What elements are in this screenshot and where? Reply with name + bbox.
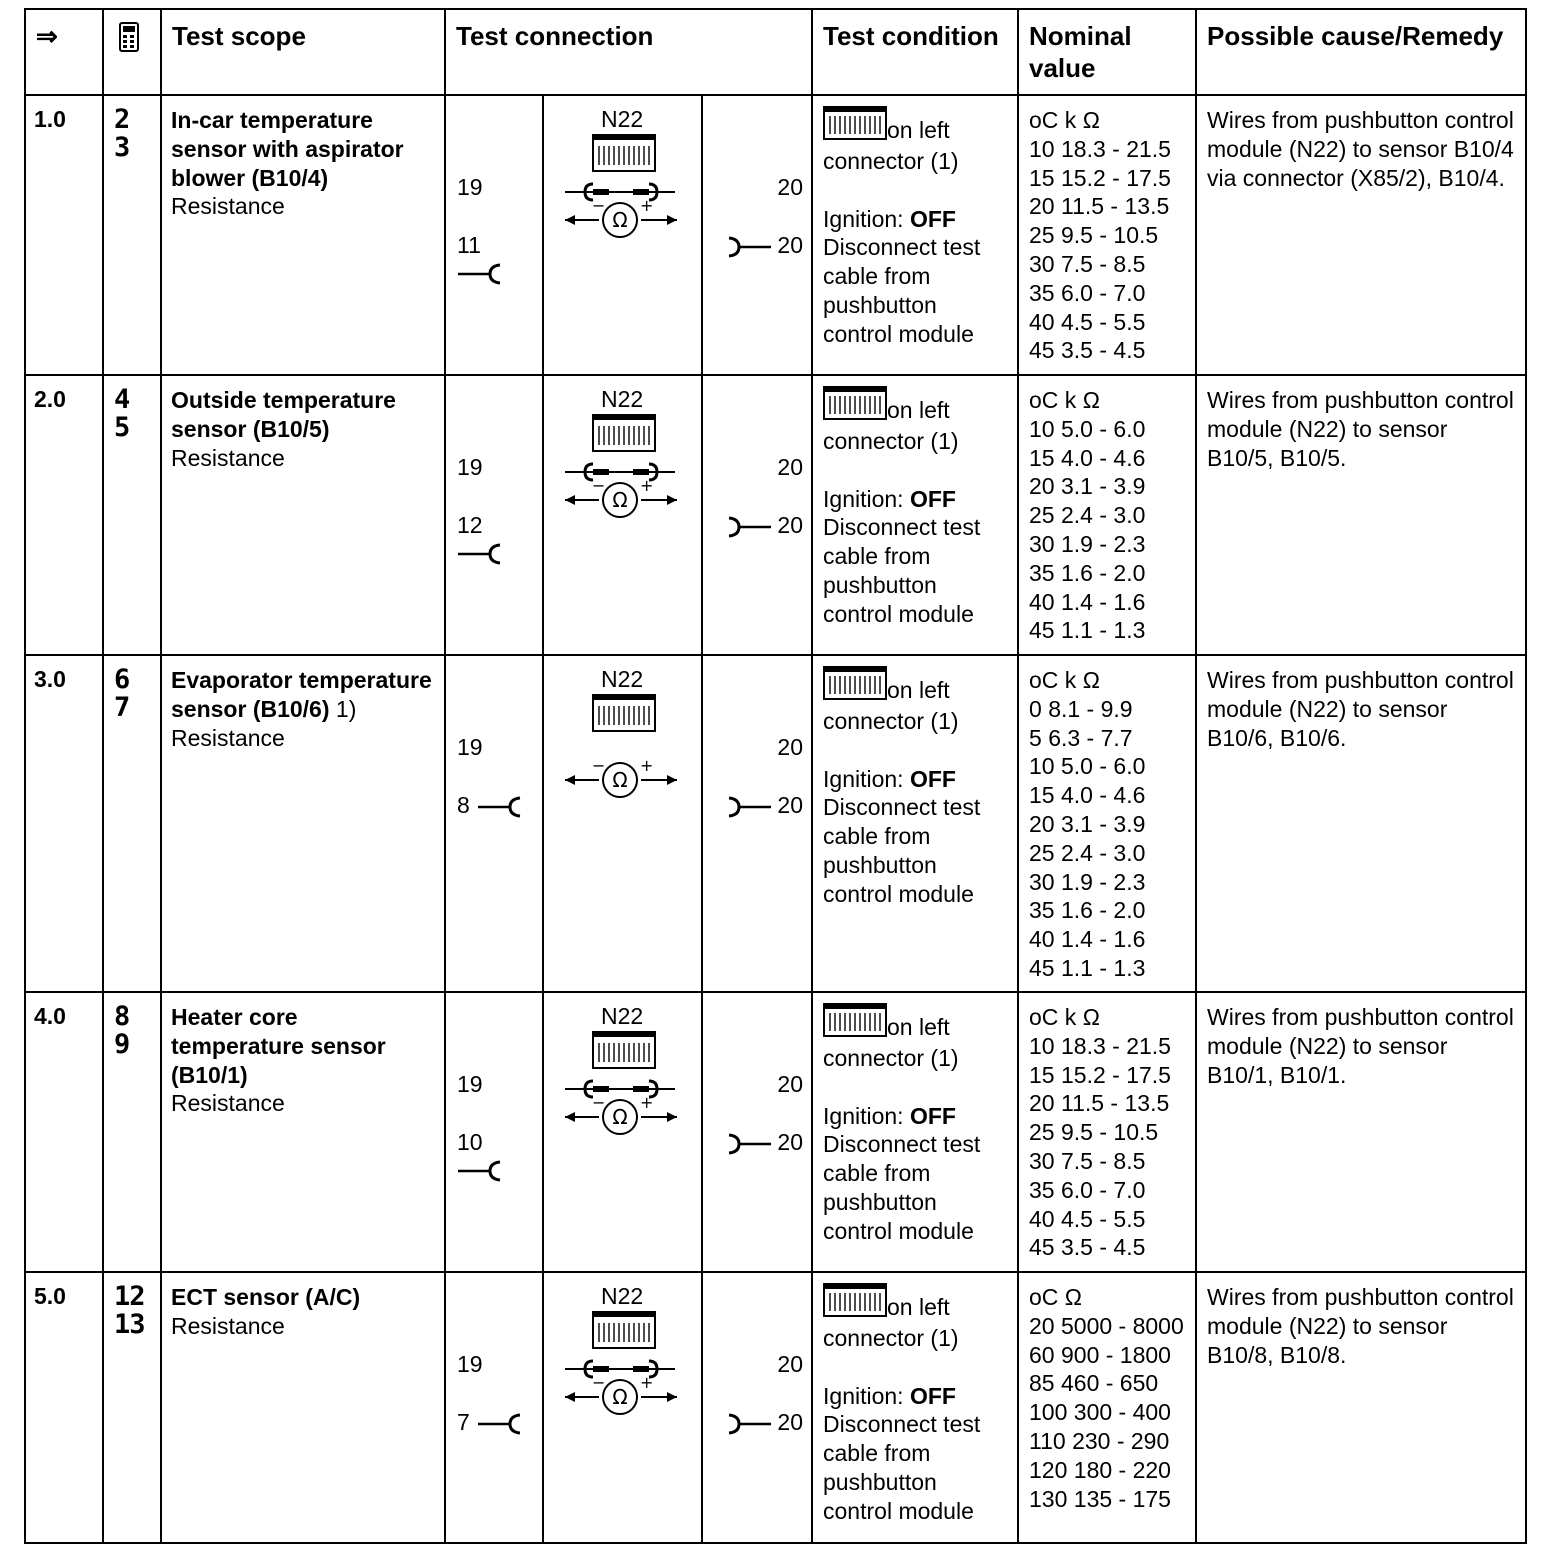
nominal-value: 10 5.0 - 6.0 (1029, 753, 1146, 780)
display-code-bottom: 13 (114, 1309, 145, 1340)
nominal-units: oC k Ω (1029, 107, 1100, 133)
test-scope (162, 376, 444, 472)
svg-text:−: − (592, 1093, 606, 1112)
svg-text:+: + (640, 476, 654, 495)
socket-icon (476, 1412, 526, 1436)
socket-icon (476, 795, 526, 819)
nominal-value: 30 7.5 - 8.5 (1029, 250, 1146, 277)
condition-instruction: Disconnect test cable from pushbutton control module (823, 1411, 981, 1524)
ignition-label: Ignition: (823, 205, 904, 232)
nominal-value: 35 1.6 - 2.0 (1029, 897, 1146, 924)
display-code-top: 4 (114, 384, 130, 415)
condition-instruction: Disconnect test cable from pushbutton control module (823, 514, 981, 627)
nominal-values (1019, 993, 1195, 1262)
ignition-value: OFF (909, 485, 956, 512)
svg-text:+: + (640, 1093, 654, 1112)
nominal-value: 15 15.2 - 17.5 (1029, 1061, 1171, 1088)
condition-instruction: Disconnect test cable from pushbutton control module (823, 794, 981, 907)
nominal-value: 110 230 - 290 (1029, 1427, 1170, 1454)
scope-title: In-car temperature sensor with aspirator blower (B10/4) (171, 107, 404, 191)
nominal-value: 35 1.6 - 2.0 (1029, 559, 1146, 586)
nominal-value: 45 3.5 - 4.5 (1029, 1234, 1146, 1261)
display-code-bottom: 9 (114, 1029, 130, 1060)
pin-label: 20 (777, 1071, 804, 1097)
plug-icon (725, 235, 773, 259)
ohmmeter-icon (565, 756, 677, 797)
ignition-value: OFF (909, 765, 956, 792)
scope-footnote: 1) (329, 695, 357, 722)
pin-label: 19 (457, 734, 483, 760)
nominal-value: 25 9.5 - 10.5 (1029, 1119, 1159, 1146)
scope-title: Outside temperature sensor (B10/5) (171, 387, 396, 442)
connection-right (703, 993, 811, 1271)
condition-instruction: Disconnect test cable from pushbutton control module (823, 234, 981, 347)
connector-icon (823, 386, 887, 427)
nominal-value: 20 3.1 - 3.9 (1029, 473, 1146, 500)
nominal-value: 40 1.4 - 1.6 (1029, 926, 1146, 953)
ignition-label: Ignition: (823, 765, 904, 792)
nominal-value: 20 11.5 - 13.5 (1029, 1090, 1170, 1117)
step-number: 2.0 (34, 386, 66, 412)
nominal-value: 0 8.1 - 9.9 (1029, 695, 1133, 722)
svg-text:Ω: Ω (612, 1385, 628, 1409)
connection-diagram (544, 656, 701, 991)
arrow-header: ⇒ (36, 21, 58, 51)
display-code-top: 6 (114, 664, 130, 695)
scope-measurement: Resistance (171, 1090, 285, 1117)
pin-label: 19 (457, 1071, 483, 1097)
svg-text:Ω: Ω (612, 768, 628, 792)
test-connection-header: Test connection (456, 21, 654, 51)
nominal-value: 20 5000 - 8000 (1029, 1312, 1184, 1339)
nominal-units: oC k Ω (1029, 1004, 1100, 1030)
nominal-value: 130 135 - 175 (1029, 1485, 1171, 1512)
connection-left (446, 376, 542, 654)
plug-icon (725, 1412, 773, 1436)
nominal-value: 10 18.3 - 21.5 (1029, 1032, 1171, 1059)
display-code-top: 8 (114, 1001, 130, 1032)
nominal-value: 20 3.1 - 3.9 (1029, 810, 1146, 837)
test-cable-bridge (565, 1361, 675, 1377)
test-cable-bridge (565, 184, 675, 200)
nominal-list (1029, 1312, 1185, 1514)
cause-remedy: Wires from pushbutton control module (N22) to sensor B10/6, B10/6. (1207, 667, 1514, 751)
socket-icon (456, 262, 506, 286)
pin-label: 20 (777, 454, 804, 480)
display-code (104, 1273, 160, 1339)
ohmmeter-diagram (559, 694, 689, 844)
nominal-value: 10 5.0 - 6.0 (1029, 415, 1146, 442)
scope-measurement: Resistance (171, 193, 285, 220)
cause-remedy: Wires from pushbutton control module (N22) to sensor B10/4 via connector (X85/2), B10/4. (1207, 107, 1514, 191)
connection-left (446, 96, 542, 374)
nominal-value: 120 180 - 220 (1029, 1456, 1171, 1483)
connection-diagram (544, 1273, 701, 1542)
svg-text:+: + (640, 196, 654, 215)
display-code-top: 2 (114, 104, 130, 135)
ohmmeter-diagram (559, 134, 689, 284)
display-code (104, 96, 160, 162)
ignition-label: Ignition: (823, 1102, 904, 1129)
pin-label: 7 (457, 1409, 470, 1435)
nominal-value: 30 1.9 - 2.3 (1029, 530, 1146, 557)
scope-measurement: Resistance (171, 444, 285, 471)
nominal-list (1029, 135, 1185, 365)
test-cable-bridge (565, 464, 675, 480)
pin-label: 20 (777, 232, 804, 258)
pin-label: 8 (457, 792, 470, 818)
scope-title: Heater core temperature sensor (B10/1) (171, 1004, 386, 1088)
pin-label: 19 (457, 174, 483, 200)
connection-right (703, 96, 811, 374)
pin-label: 20 (777, 1129, 804, 1155)
connector-location: on left connector (1) (823, 117, 959, 174)
test-cable-bridge (565, 1081, 675, 1097)
step-number: 3.0 (34, 666, 66, 692)
nominal-value: 40 1.4 - 1.6 (1029, 588, 1146, 615)
pin-label: 20 (777, 512, 804, 538)
display-code-bottom: 5 (114, 412, 130, 443)
nominal-value: 20 11.5 - 13.5 (1029, 193, 1170, 220)
nominal-value-header: Nominal value (1029, 21, 1132, 83)
pin-label: 20 (777, 174, 804, 200)
nominal-list (1029, 415, 1185, 645)
nominal-value: 40 4.5 - 5.5 (1029, 1205, 1146, 1232)
nominal-value: 45 1.1 - 1.3 (1029, 617, 1146, 644)
nominal-value: 15 4.0 - 4.6 (1029, 444, 1146, 471)
connector-location: on left connector (1) (823, 677, 959, 734)
possible-cause-header: Possible cause/Remedy (1207, 21, 1504, 51)
test-condition (813, 993, 1017, 1246)
table-row (25, 95, 1526, 375)
nominal-values (1019, 656, 1195, 983)
pin-label: 12 (457, 512, 483, 538)
ohmmeter-icon (565, 476, 677, 517)
nominal-value: 35 6.0 - 7.0 (1029, 1176, 1146, 1203)
test-scope (162, 1273, 444, 1341)
nominal-value: 25 2.4 - 3.0 (1029, 839, 1146, 866)
tester-icon (118, 22, 140, 52)
connector-icon (823, 666, 887, 707)
test-scope (162, 656, 444, 752)
nominal-units: oC k Ω (1029, 387, 1100, 413)
cause-remedy: Wires from pushbutton control module (N22) to sensor B10/8, B10/8. (1207, 1284, 1514, 1368)
connection-right (703, 656, 811, 991)
svg-text:−: − (592, 1373, 606, 1392)
ignition-value: OFF (909, 1382, 956, 1409)
nominal-value: 25 2.4 - 3.0 (1029, 502, 1146, 529)
nominal-value: 10 18.3 - 21.5 (1029, 135, 1171, 162)
connection-diagram (544, 96, 701, 374)
test-scope-header: Test scope (172, 21, 306, 51)
svg-text:−: − (592, 476, 606, 495)
module-label: N22 (601, 386, 644, 412)
connection-diagram (544, 376, 701, 654)
table-row (25, 655, 1526, 992)
svg-text:−: − (592, 756, 606, 775)
module-label: N22 (601, 106, 644, 132)
connection-diagram (544, 993, 701, 1271)
pin-label: 20 (777, 1351, 804, 1377)
ohmmeter-icon (565, 1093, 677, 1134)
connection-right (703, 376, 811, 654)
connection-left (446, 993, 542, 1271)
nominal-value: 45 1.1 - 1.3 (1029, 954, 1146, 981)
nominal-values (1019, 376, 1195, 645)
svg-text:Ω: Ω (612, 488, 628, 512)
pin-label: 19 (457, 454, 483, 480)
connector-icon (823, 1003, 887, 1044)
pin-label: 11 (457, 232, 481, 258)
test-condition (813, 1273, 1017, 1526)
step-number: 5.0 (34, 1283, 66, 1309)
scope-measurement: Resistance (171, 724, 285, 751)
socket-icon (456, 1159, 506, 1183)
svg-text:+: + (640, 756, 654, 775)
socket-icon (456, 542, 506, 566)
test-condition (813, 376, 1017, 629)
nominal-value: 15 15.2 - 17.5 (1029, 164, 1171, 191)
test-table (24, 8, 1527, 1544)
display-code (104, 993, 160, 1059)
table-row (25, 1272, 1526, 1543)
nominal-value: 45 3.5 - 4.5 (1029, 337, 1146, 364)
step-number: 4.0 (34, 1003, 66, 1029)
nominal-value: 35 6.0 - 7.0 (1029, 279, 1146, 306)
ignition-value: OFF (909, 1102, 956, 1129)
condition-instruction: Disconnect test cable from pushbutton control module (823, 1131, 981, 1244)
nominal-value: 5 6.3 - 7.7 (1029, 724, 1133, 751)
nominal-value: 25 9.5 - 10.5 (1029, 222, 1159, 249)
test-scope (162, 96, 444, 221)
step-number: 1.0 (34, 106, 66, 132)
connection-right (703, 1273, 811, 1542)
table-row (25, 992, 1526, 1272)
plug-icon (725, 795, 773, 819)
nominal-value: 100 300 - 400 (1029, 1399, 1171, 1426)
ignition-label: Ignition: (823, 1382, 904, 1409)
ohmmeter-diagram (559, 1031, 689, 1181)
test-condition-header: Test condition (823, 21, 999, 51)
cause-remedy: Wires from pushbutton control module (N22) to sensor B10/1, B10/1. (1207, 1004, 1514, 1088)
display-code-top: 12 (114, 1281, 145, 1312)
nominal-value: 30 1.9 - 2.3 (1029, 868, 1146, 895)
ohmmeter-diagram (559, 1311, 689, 1461)
svg-text:Ω: Ω (612, 1105, 628, 1129)
nominal-values (1019, 1273, 1195, 1513)
nominal-value: 30 7.5 - 8.5 (1029, 1147, 1146, 1174)
table-row (25, 375, 1526, 655)
plug-icon (725, 515, 773, 539)
nominal-units: oC k Ω (1029, 667, 1100, 693)
nominal-value: 15 4.0 - 4.6 (1029, 782, 1146, 809)
display-code-bottom: 3 (114, 132, 130, 163)
pin-label: 20 (777, 734, 804, 760)
connector-location: on left connector (1) (823, 1294, 959, 1351)
scope-measurement: Resistance (171, 1312, 285, 1339)
connection-left (446, 1273, 542, 1542)
svg-text:−: − (592, 196, 606, 215)
ohmmeter-icon (565, 1373, 677, 1414)
connector-location: on left connector (1) (823, 397, 959, 454)
display-code (104, 656, 160, 722)
nominal-values (1019, 96, 1195, 365)
nominal-value: 40 4.5 - 5.5 (1029, 308, 1146, 335)
ignition-label: Ignition: (823, 485, 904, 512)
nominal-value: 60 900 - 1800 (1029, 1341, 1171, 1368)
nominal-list (1029, 1032, 1185, 1262)
cause-remedy: Wires from pushbutton control module (N22) to sensor B10/5, B10/5. (1207, 387, 1514, 471)
test-condition (813, 96, 1017, 349)
module-label: N22 (601, 666, 644, 692)
pin-label: 20 (777, 1409, 804, 1435)
svg-text:+: + (640, 1373, 654, 1392)
header-row (25, 9, 1526, 95)
connector-icon (823, 106, 887, 147)
connection-left (446, 656, 542, 991)
scope-title: Evaporator temperature sensor (B10/6) (171, 667, 432, 722)
scope-title: ECT sensor (A/C) (171, 1284, 361, 1310)
svg-text:Ω: Ω (612, 208, 628, 232)
plug-icon (725, 1132, 773, 1156)
nominal-value: 85 460 - 650 (1029, 1370, 1159, 1397)
display-code (104, 376, 160, 442)
nominal-units: oC Ω (1029, 1284, 1083, 1310)
connector-location: on left connector (1) (823, 1014, 959, 1071)
ignition-value: OFF (909, 205, 956, 232)
nominal-list (1029, 695, 1185, 983)
display-code-bottom: 7 (114, 692, 130, 723)
test-condition (813, 656, 1017, 909)
connector-icon (823, 1283, 887, 1324)
pin-label: 20 (777, 792, 804, 818)
module-label: N22 (601, 1003, 644, 1029)
module-label: N22 (601, 1283, 644, 1309)
pin-label: 19 (457, 1351, 483, 1377)
test-scope (162, 993, 444, 1118)
ohmmeter-diagram (559, 414, 689, 564)
ohmmeter-icon (565, 196, 677, 237)
pin-label: 10 (457, 1129, 483, 1155)
